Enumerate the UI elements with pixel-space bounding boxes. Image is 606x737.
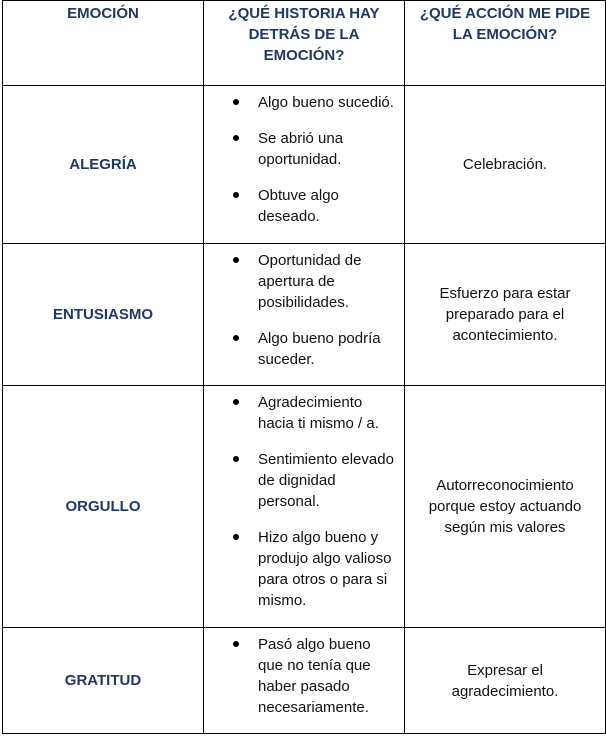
story-cell [204,628,405,734]
story-text: Algo bueno sucedió. [258,94,394,111]
story-text: Oportunidad de apertura de posibilidades. [258,252,362,311]
story-cell [204,386,405,628]
table-row [3,386,606,628]
story-list [204,86,404,227]
action-cell [405,86,606,244]
header-emotion [3,1,204,86]
list-item [204,92,404,113]
action-text: Expresar el agradecimiento. [451,661,559,700]
list-item [204,527,404,611]
header-story-label: ¿QUÉ HISTORIA HAY DETRÁS DE LA EMOCIÓN? [228,5,380,64]
emotion-name: GRATITUD [64,672,142,689]
emotion-cell [3,386,204,628]
table-row [3,628,606,734]
bullet-dot-icon [233,135,239,141]
action-text: Celebración. [462,156,548,173]
bullet-dot-icon [233,534,239,540]
bullet-dot-icon [233,192,239,198]
emotion-name: ENTUSIASMO [52,306,153,323]
story-text: Se abrió una oportunidad. [258,130,344,168]
story-text: Pasó algo bueno que no tenía que haber pasado necesariamente. [258,636,371,716]
list-item [204,128,404,170]
bullet-dot-icon [233,99,239,105]
bullet-dot-icon [233,399,239,405]
list-item [204,250,404,313]
list-item [204,392,404,434]
header-row [3,1,606,86]
list-item [204,185,404,227]
list-item [204,449,404,512]
emotion-name: ORGULLO [65,498,141,515]
list-item [204,328,404,370]
story-cell [204,86,405,244]
header-story [204,1,405,86]
emotion-cell [3,628,204,734]
story-text: Agradecimiento hacia ti mismo / a. [258,394,379,432]
header-emotion-label: EMOCIÓN [67,5,139,22]
story-cell [204,244,405,386]
list-item [204,634,404,718]
emotions-table [2,0,606,734]
emotion-cell [3,244,204,386]
action-text: Esfuerzo para estar preparado para el acontecimiento. [439,285,571,344]
table-header [3,1,606,86]
bullet-dot-icon [233,335,239,341]
emotion-cell [3,86,204,244]
story-list [204,386,404,611]
bullet-dot-icon [233,456,239,462]
action-cell [405,628,606,734]
header-action [405,1,606,86]
story-text: Algo bueno podría suceder. [258,330,381,368]
action-cell [405,386,606,628]
story-text: Sentimiento elevado de dignidad personal. [258,451,394,510]
table-row [3,86,606,244]
story-list [204,628,404,718]
story-text: Obtuve algo deseado. [258,187,339,225]
emotion-name: ALEGRÍA [69,156,137,173]
header-action-label: ¿QUÉ ACCIÓN ME PIDE LA EMOCIÓN? [419,5,591,43]
action-text: Autorreconocimiento porque estoy actuando según mis valores [428,477,582,536]
bullet-dot-icon [233,257,239,263]
story-list [204,244,404,370]
bullet-dot-icon [233,641,239,647]
table-row [3,244,606,386]
action-cell [405,244,606,386]
story-text: Hizo algo bueno y produjo algo valioso para otros o para si mismo. [258,529,392,609]
